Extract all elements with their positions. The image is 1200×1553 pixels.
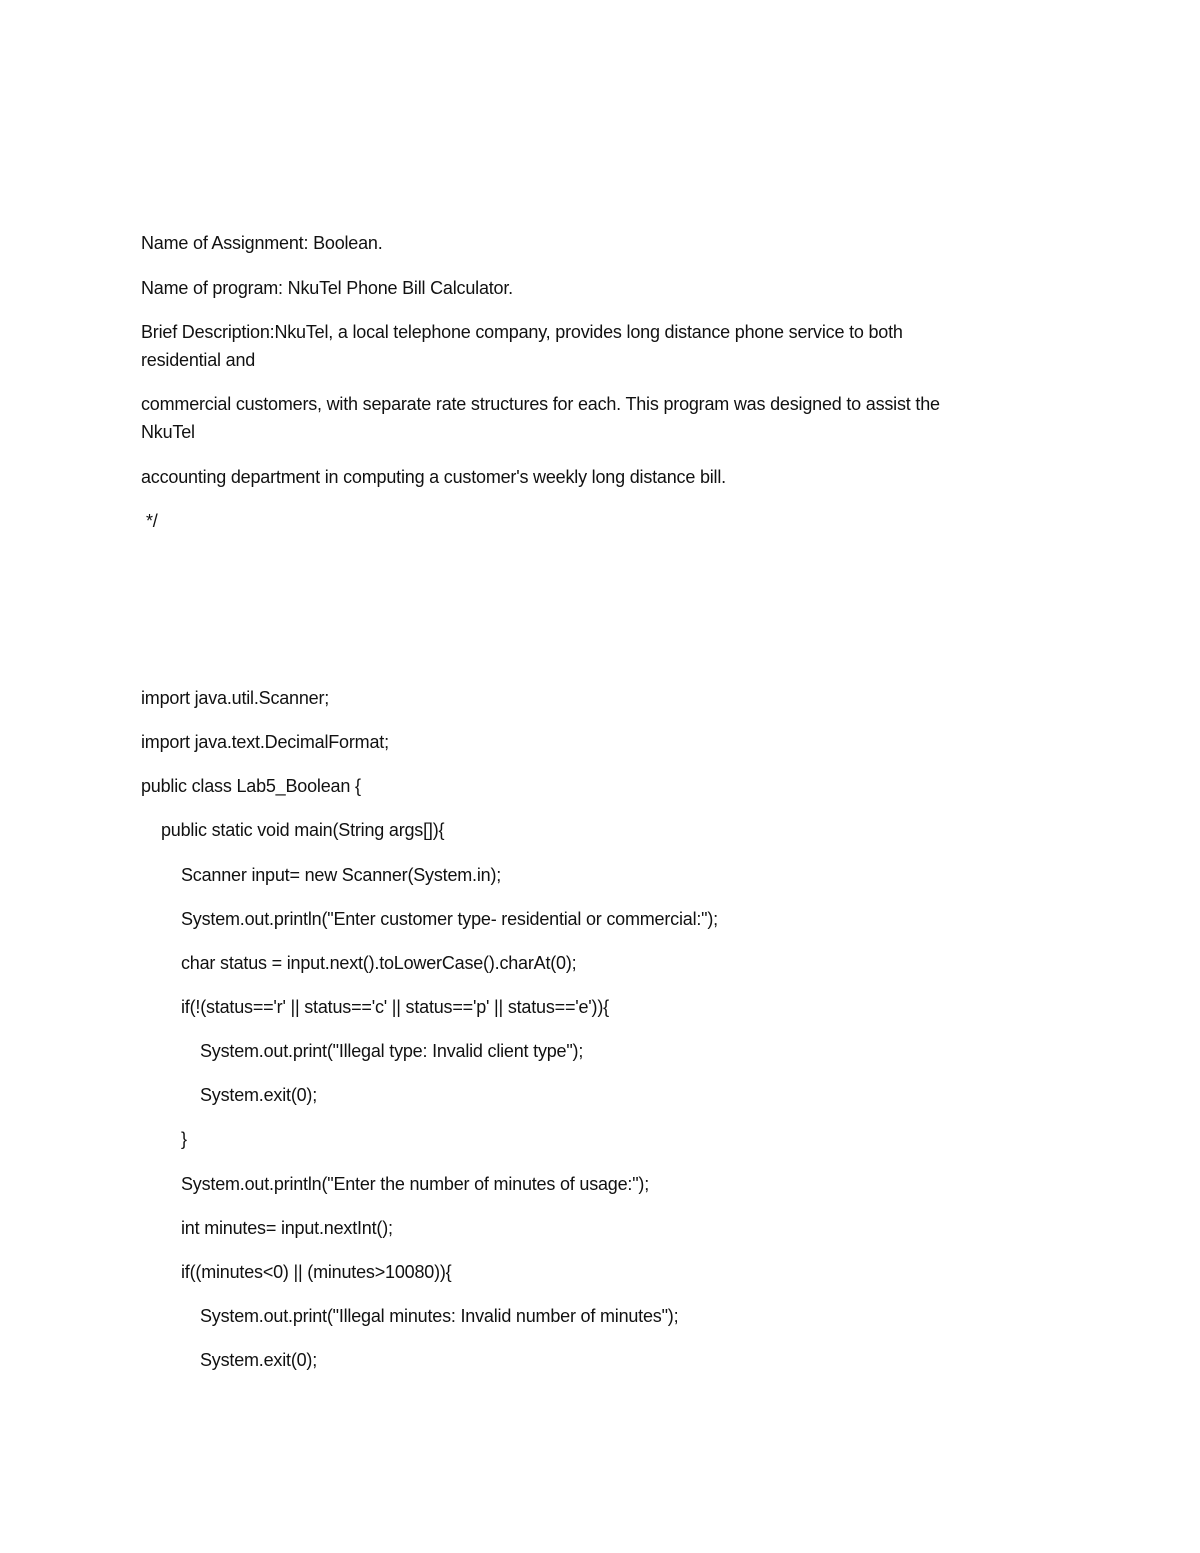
comment-end: */ xyxy=(146,511,158,531)
code-line: char status = input.next().toLowerCase().charAt(0); xyxy=(181,953,577,973)
code-line: int minutes= input.nextInt(); xyxy=(181,1218,393,1238)
assignment-name: Name of Assignment: Boolean. xyxy=(141,233,383,253)
code-line: System.out.println("Enter customer type- residential or commercial:"); xyxy=(181,909,718,929)
code-line: System.exit(0); xyxy=(200,1350,318,1370)
code-line: System.out.print("Illegal minutes: Invalid number of minutes"); xyxy=(200,1306,679,1326)
code-line: import java.text.DecimalFormat; xyxy=(141,732,389,752)
code-line: System.out.print("Illegal type: Invalid client type"); xyxy=(200,1041,584,1061)
code-line: Scanner input= new Scanner(System.in); xyxy=(181,865,502,885)
code-line: System.exit(0); xyxy=(200,1085,318,1105)
code-line: public class Lab5_Boolean { xyxy=(141,776,361,796)
code-line: System.out.println("Enter the number of minutes of usage:"); xyxy=(181,1174,650,1194)
description-line: NkuTel xyxy=(141,422,195,442)
code-line: if(!(status=='r' || status=='c' || status=='p' || status=='e')){ xyxy=(181,997,609,1017)
code-line: } xyxy=(181,1129,187,1149)
description-line: accounting department in computing a customer's weekly long distance bill. xyxy=(141,467,726,487)
program-name: Name of program: NkuTel Phone Bill Calculator. xyxy=(141,278,513,298)
description-line: Brief Description:NkuTel, a local telephone company, provides long distance phone service to both xyxy=(141,322,903,342)
code-line: import java.util.Scanner; xyxy=(141,688,330,708)
code-line: public static void main(String args[]){ xyxy=(161,820,445,840)
description-line: residential and xyxy=(141,350,256,370)
description-line: commercial customers, with separate rate structures for each. This program was designed to assist the xyxy=(141,394,940,414)
code-line: if((minutes<0) || (minutes>10080)){ xyxy=(181,1262,452,1282)
